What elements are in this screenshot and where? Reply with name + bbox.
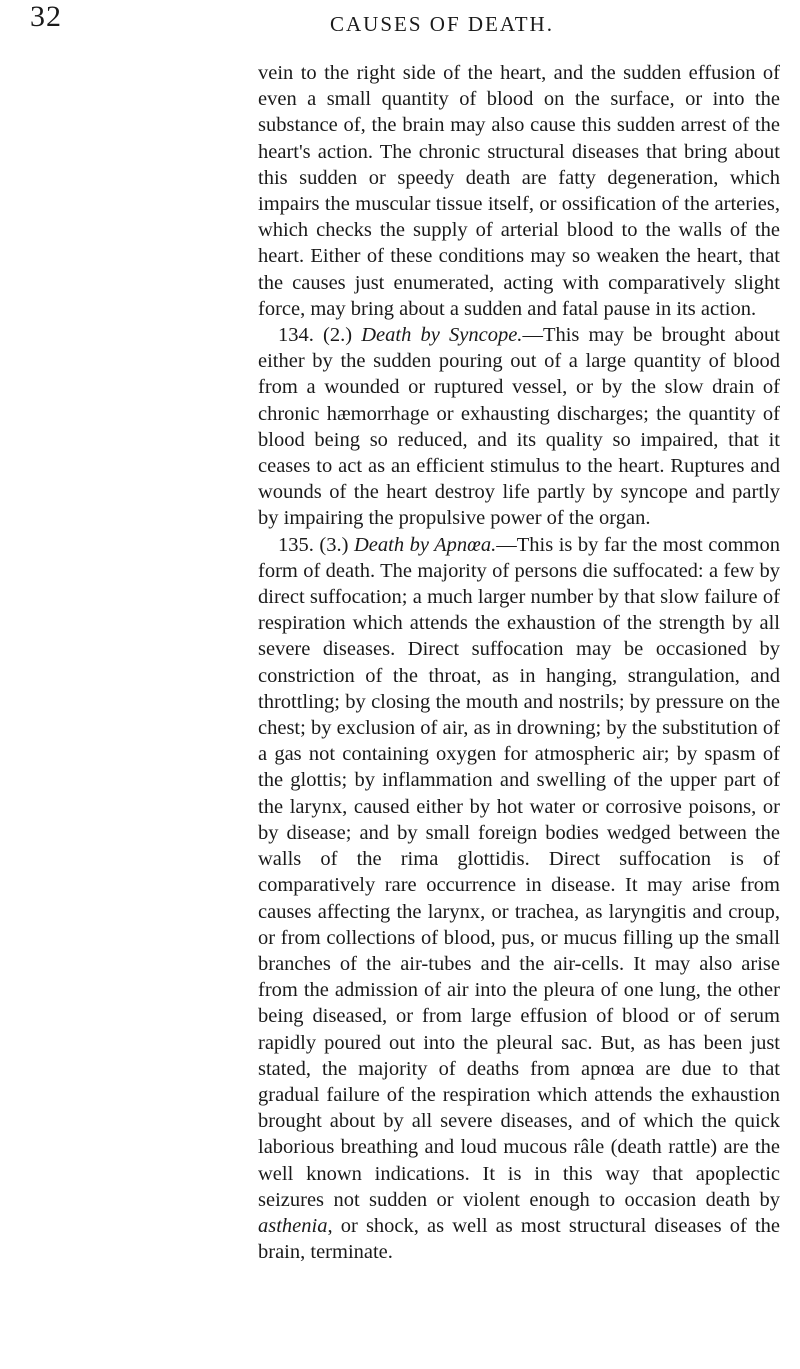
paragraph-135	[258, 532, 780, 1266]
paragraph-text: —This is by far the most common form of death. The majority of persons die suffocated: a few by direct suffocation; a much larger number by that slow failure of respiration which attends the exhaustion of the strength by all severe diseases. Direct suffocation may be occasioned by constriction of the throat, as in hanging, strangulation, and throttling; by closing the mouth and nostrils; by pressure on the chest; by exclusion of air, as in drowning; by the substitution of a gas not containing oxygen for atmospheric air; by spasm of the glottis; by inflammation and swelling of the upper part of the larynx, caused either by hot water or corrosive poisons, or by disease; and by small foreign bodies wedged between the walls of the rima glottidis. Direct suffocation is of comparatively rare occurrence in disease. It may arise from causes affecting the larynx, or trachea, as laryngitis and croup, or from collections of blood, pus, or mucus filling up the small branches of the air-tubes and the air-cells. It may also arise from the admission of air into the pleura of one lung, the other being diseased, or from large effusion of blood or of serum rapidly poured out into the pleural sac. But, as has been just stated, the majority of deaths from apnœa are due to that gradual failure of the respiration which attends the exhaustion brought about by all severe diseases, and of which the quick laborious breathing and loud mucous râle (death rattle) are the well known indications. It is in this way that apoplectic seizures not sudden or violent enough to occasion death by	[258, 533, 781, 1211]
paragraph-tail: , or shock, as well as most structural diseases of the brain, terminate.	[258, 1214, 780, 1264]
running-head: CAUSES OF DEATH.	[330, 12, 554, 36]
italic-term: asthenia	[258, 1214, 328, 1237]
paragraph-continued	[258, 60, 780, 322]
page-number: 32	[30, 0, 62, 33]
section-number: 134. (2.)	[278, 324, 362, 347]
section-title: Death by Syncope.	[361, 324, 523, 347]
section-number: 135. (3.)	[278, 533, 354, 556]
paragraph-text: —This may be brought about either by the sudden pouring out of a large quantity of blood from a wounded or ruptured vessel, or by the slow drain of chronic hæmorrhage or exhausting discharges; the quantity of blood being so reduced, and its quality so impaired, that it ceases to act as an efficient stimulus to the heart. Ruptures and wounds of the heart destroy life partly by syncope and partly by impairing the propulsive power of the organ.	[258, 324, 780, 530]
paragraph-134	[258, 322, 780, 532]
section-title: Death by Apnœa.	[354, 533, 497, 556]
paragraph-text: vein to the right side of the heart, and the sudden effusion of even a small quantity of blood on the surface, or into the substance of, the brain may also cause this sudden arrest of the heart's action. The chronic structural diseases that bring about this sudden or speedy death are fatty degeneration, which impairs the muscular tissue itself, or ossification of the arteries, which checks the supply of arterial blood to the walls of the heart. Either of these conditions may so weaken the heart, that the causes just enumerated, acting with comparatively slight force, may bring about a sudden and fatal pause in its action.	[258, 62, 780, 320]
body-text	[258, 60, 780, 1265]
